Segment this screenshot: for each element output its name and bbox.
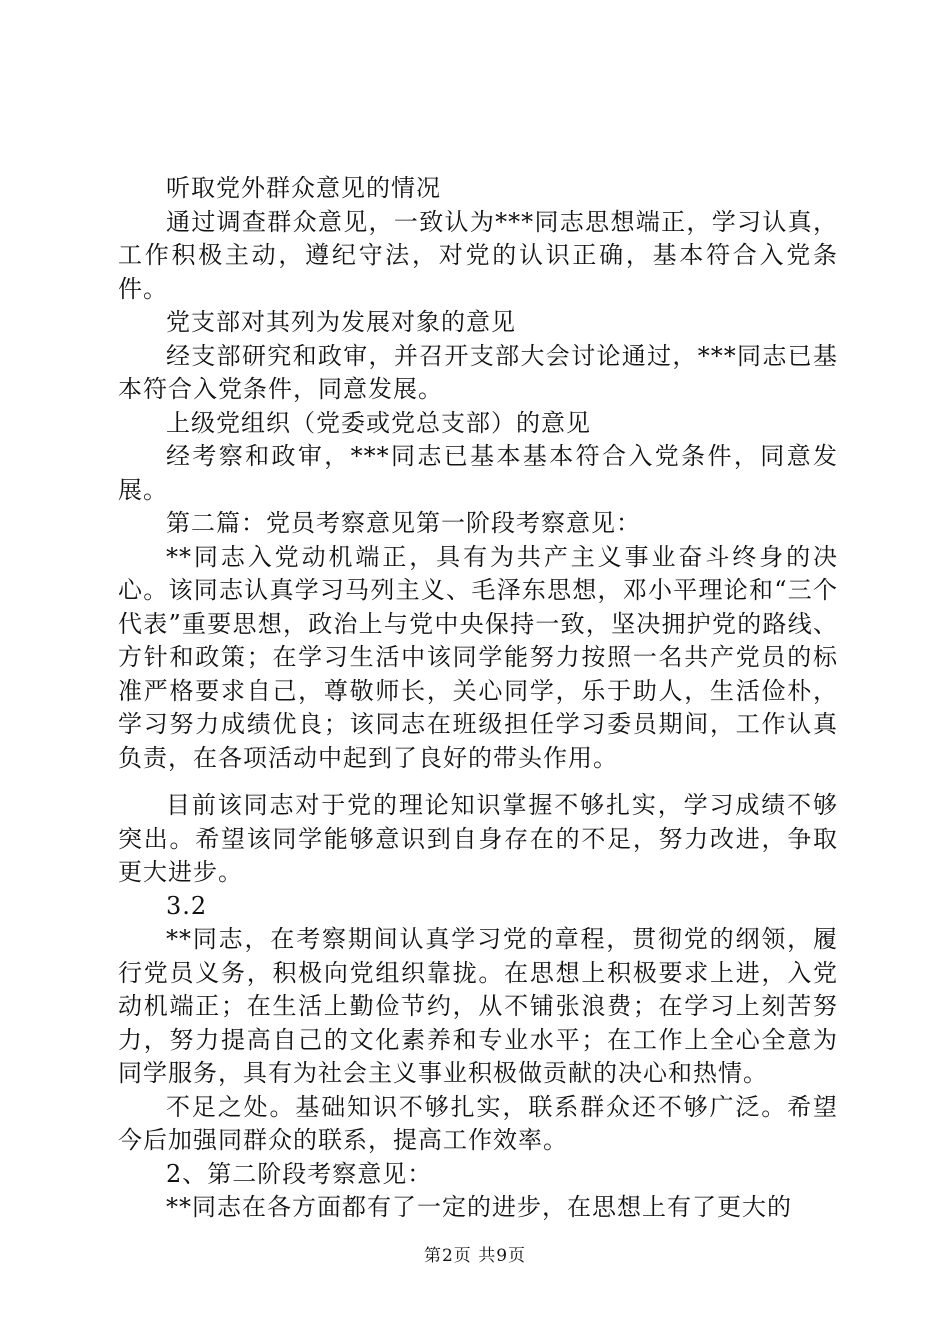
paragraph-heading-second-article: 第二篇：党员考察意见第一阶段考察意见： — [166, 509, 641, 537]
paragraph-heading-second-stage: 2、第二阶段考察意见： — [166, 1159, 433, 1188]
paragraph-second-stage-opinion: **同志在各方面都有了一定的进步，在思想上有了更大的 — [166, 1193, 792, 1221]
paragraph-heading-higher-org-opinion: 上级党组织（党委或党总支部）的意见 — [166, 408, 591, 437]
paragraph-section-number: 3.2 — [166, 891, 208, 920]
paragraph-heading-opinion-masses: 听取党外群众意见的情况 — [166, 174, 441, 202]
page-footer: 第2页 共9页 — [423, 1246, 527, 1266]
paragraph-higher-org-opinion: 经考察和政审，***同志已基本基本符合入党条件，同意发展。 — [118, 442, 838, 504]
document-body — [118, 172, 838, 1225]
paragraph-shortcomings: 目前该同志对于党的理论知识掌握不够扎实，学习成绩不够突出。希望该同学能够意识到自身存在的不足，努力改进，争取更大进步。 — [118, 791, 838, 886]
paragraph-assessment-period: **同志，在考察期间认真学习党的章程，贯彻党的纲领，履行党员义务，积极向党组织靠拢。在思想上积极要求上进，入党动机端正；在生活上勤俭节约，从不铺张浪费；在学习上刻苦努力，努力提高自己的文化素养和专业水平；在工作上全心全意为同学服务，具有为社会主义事业积极做贡献的决心和热情。 — [118, 925, 838, 1087]
paragraph-heading-branch-opinion: 党支部对其列为发展对象的意见 — [166, 308, 516, 336]
paragraph-branch-opinion: 经支部研究和政审，并召开支部大会讨论通过，***同志已基本符合入党条件，同意发展。 — [118, 341, 838, 403]
paragraph-gap — [118, 775, 838, 789]
paragraph-masses-opinion: 通过调查群众意见，一致认为***同志思想端正，学习认真，工作积极主动，遵纪守法，对党的认识正确，基本符合入党条件。 — [118, 207, 838, 303]
paragraph-first-stage-opinion: **同志入党动机端正，具有为共产主义事业奋斗终身的决心。该同志认真学习马列主义、毛泽东思想，邓小平理论和“三个代表”重要思想，政治上与党中央保持一致，坚决拥护党的路线、方针和政策；在学习生活中该同学能努力按照一名共产党员的标准严格要求自己，尊敬师长，关心同学，乐于助人，生活俭朴，学习努力成绩优良；该同志在班级担任学习委员期间，工作认真负责，在各项活动中起到了良好的带头作用。 — [118, 542, 838, 772]
paragraph-deficiencies: 不足之处。基础知识不够扎实，联系群众还不够广泛。希望今后加强同群众的联系，提高工作效率。 — [118, 1092, 838, 1154]
